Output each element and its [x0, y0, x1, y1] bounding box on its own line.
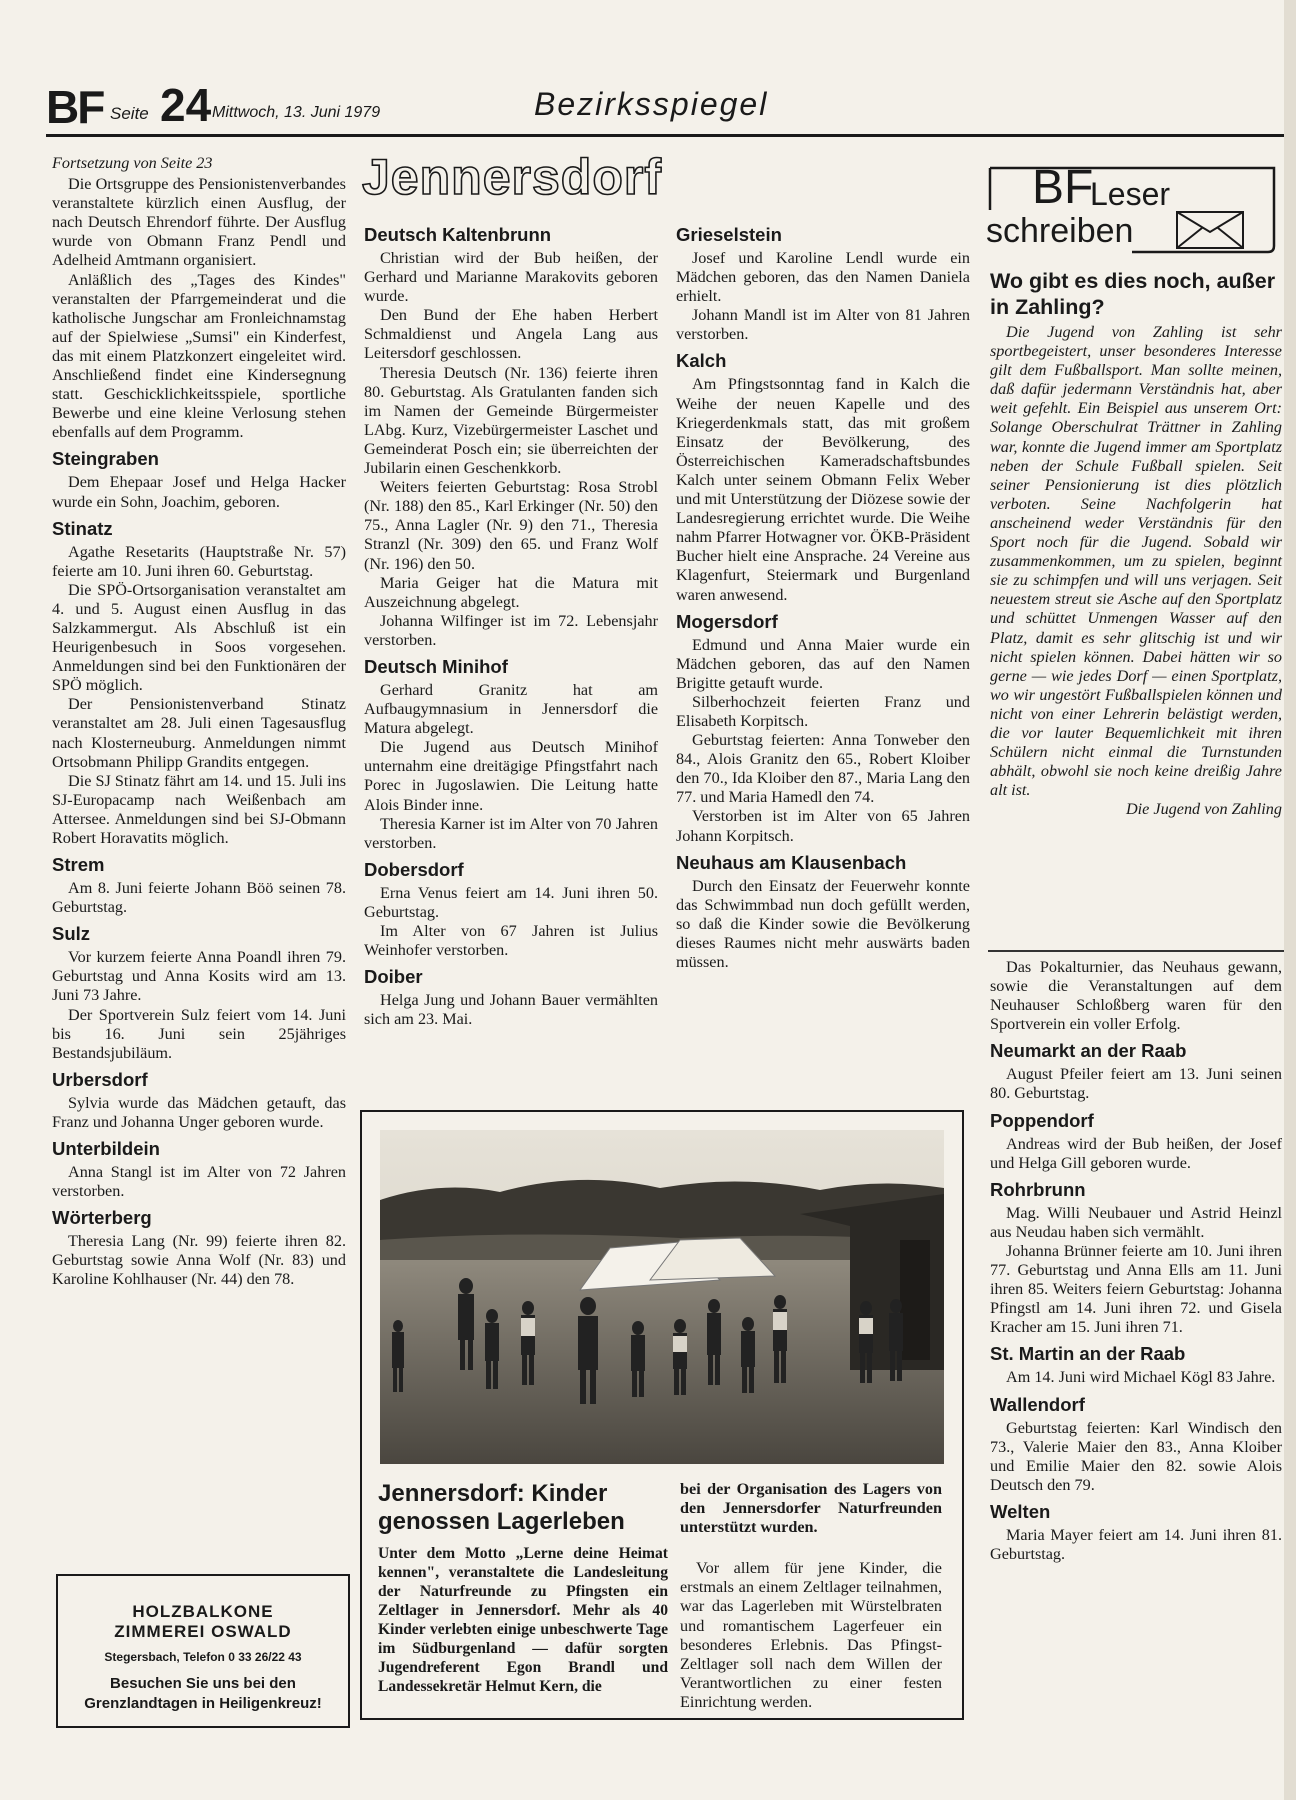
schreiben-text: schreiben — [986, 212, 1134, 250]
column-4 — [990, 268, 1282, 819]
paragraph: Josef und Karoline Lendl wurde ein Mädchen geboren, das den Namen Daniela erhielt. — [676, 249, 970, 306]
paragraph: Geburtstag feierten: Karl Windisch den 73., Valerie Maier den 83., Anna Kloiber und Emilie Maier den 82. sowie Alois Deutsch den 79. — [990, 1418, 1282, 1494]
heading-welten: Welten — [990, 1500, 1051, 1522]
section-title: Bezirksspiegel — [534, 86, 769, 122]
paragraph: Vor kurzem feierte Anna Poandl ihren 79. Geburtstag und Anna Kosits wird am 13. Juni 73 Jahre. — [52, 948, 346, 1005]
photo-headline: Jennersdorf: Kinder genossen Lagerleben — [378, 1480, 625, 1535]
paragraph: Die Ortsgruppe des Pensionistenverbandes veranstaltete kürzlich einen Ausflug, der nach Deutsch Ehrendorf führte. Der Ausflug wurde von Obmann Franz Pendl und Adelheid Amtmann organisiert. — [52, 175, 346, 270]
heading-dobersdorf: Dobersdorf — [364, 858, 464, 880]
heading-urbersdorf: Urbersdorf — [52, 1068, 148, 1090]
heading-woerterberg: Wörterberg — [52, 1207, 152, 1229]
column-2 — [364, 218, 658, 1029]
heading-st-martin: St. Martin an der Raab — [990, 1343, 1186, 1365]
column-divider — [988, 950, 1288, 952]
letter-body: Die Jugend von Zahling ist sehr sportbegeistert, unser besonderes Interesse gilt dem Fußballsport. Man sollte meinen, daß dafür jedermann Verständnis hat, aber weit gefehlt. Ein Beispiel aus unserem Ort: Solange Oberschulrat Trättner in Zahling war, konnte die Jugend immer am Sportplatz neben der Schule Fußball spielen. Seit seiner Pensionierung ist dies plötzlich verboten. Seine Nachfolgerin hat anscheinend weder Verständnis für den Sport noch für die Jugend. Sobald wir zusammenkommen, um zu spielen, beginnt sie zu schimpfen und will uns verjagen. Seit neuestem streut sie Asche auf den Sportplatz und schüttet Unmengen Wasser auf den Platz, damit es sehr glitschig ist und wir nicht spielen können. Dabei hätten wir so gerne — wie jedes Dorf — einen Sportplatz, wo wir ungestört Fußballspielen können und nicht von einer Lehrerin belästigt werden, die vor lauter Bequemlichkeit mit ihren Schülern nicht einmal die Turnstunden abhält, obwohl sie noch keine dreißig Jahre alt ist. — [990, 323, 1282, 800]
paragraph: Den Bund der Ehe haben Herbert Schmaldienst und Angela Lang aus Leitersdorf geschlossen. — [364, 306, 658, 363]
column-1 — [52, 154, 346, 1290]
paragraph: Durch den Einsatz der Feuerwehr konnte das Schwimmbad nun doch gefüllt werden, so daß die Kinder sowie die Bevölkerung dieses Raumes nicht mehr auswärts baden müssen. — [676, 876, 970, 971]
paragraph: Das Pokalturnier, das Neuhaus gewann, sowie die Veranstaltungen auf dem Neuhauser Schloßberg waren für den Sportverein ein voller Erfolg. — [990, 958, 1282, 1034]
camp-photo — [380, 1130, 944, 1464]
ad-line-1: HOLZBALKONE — [132, 1602, 274, 1621]
column-4-lower — [990, 958, 1282, 1564]
leser-schreiben-logo — [982, 156, 1282, 256]
paragraph: Andreas wird der Bub heißen, der Josef und Helga Gill geboren wurde. — [990, 1134, 1282, 1172]
jennersdorf-logo: Jennersdorf — [362, 149, 662, 205]
paragraph: Johann Mandl ist im Alter von 81 Jahren verstorben. — [676, 306, 970, 344]
paragraph: Mag. Willi Neubauer und Astrid Heinzl aus Neudau haben sich vermählt. — [990, 1203, 1282, 1241]
heading-deutsch-minihof: Deutsch Minihof — [364, 655, 508, 677]
paragraph: Gerhard Granitz hat am Aufbaugymnasium in Jennersdorf die Matura abgelegt. — [364, 680, 658, 738]
paragraph: August Pfeiler feiert am 13. Juni seinen 80. Geburtstag. — [990, 1065, 1282, 1103]
paragraph: Dem Ehepaar Josef und Helga Hacker wurde ein Sohn, Joachim, geboren. — [52, 473, 346, 511]
paragraph: Die SPÖ-Ortsorganisation veranstaltet am 4. und 5. August einen Ausflug in das Salzkammergut. Als Abschluß ist ein Heurigenbesuch in Soos vorgesehen. Anmeldungen sind bei den Funktionären der SPÖ möglich. — [52, 580, 346, 695]
heading-steingraben: Steingraben — [52, 448, 159, 470]
paragraph: Anläßlich des „Tages des Kindes" veranstalten der Pfarrgemeinderat und die katholische Jungschar am Fronleichnamstag auf der Spielwiese „Sumsi" ein Kinderfest, das mit einem Platzkonzert eingeleitet wird. Anschließend findet eine Kindersegnung statt. Geschicklichkeitsspiele, sportliche Bewerbe und eine kleine Verlosung stehen ebenfalls auf dem Programm. — [52, 270, 346, 442]
heading-sulz: Sulz — [52, 923, 91, 945]
photo-lead: Unter dem Motto „Lerne deine Heimat kennen", veranstaltete die Landesleitung der Naturfreunde zu Pfingsten ein Zeltlager in Jennersdorf. Mehr als 40 Kinder verlebten einige unbeschwerte Tage im Südburgenland — dafür sorgten Jugendreferent Egon Brandl und Landessekretär Helmut Kern, die — [378, 1545, 668, 1695]
paragraph: Helga Jung und Johann Bauer vermählten sich am 23. Mai. — [364, 991, 658, 1029]
advertisement-box — [56, 1574, 350, 1728]
ad-slogan: Besuchen Sie uns bei den Grenzlandtagen in Heiligenkreuz! — [84, 1675, 322, 1712]
heading-strem: Strem — [52, 854, 105, 876]
heading-rohrbrunn: Rohrbrunn — [990, 1178, 1086, 1200]
page-label: Seite — [110, 104, 149, 123]
paragraph: Maria Geiger hat die Matura mit Auszeichnung abgelegt. — [364, 573, 658, 611]
scan-margin — [1284, 0, 1296, 1800]
leser-text: Leser — [1090, 176, 1171, 212]
heading-grieselstein: Grieselstein — [676, 224, 782, 245]
paragraph: Die Jugend aus Deutsch Minihof unternahm eine dreitägige Pfingstfahrt nach Porec in Jugoslawien. Die Leitung hatte Alois Binder inne. — [364, 738, 658, 814]
paragraph: Sylvia wurde das Mädchen getauft, das Franz und Johanna Unger geboren wurde. — [52, 1093, 346, 1131]
ad-contact: Stegersbach, Telefon 0 33 26/22 43 — [104, 1650, 302, 1664]
paragraph: Die SJ Stinatz fährt am 14. und 15. Juli ins SJ-Europacamp nach Weißenbach am Attersee. Anmeldungen sind bei SJ-Obmann Robert Horavatits möglich. — [52, 771, 346, 847]
paragraph: Johanna Brünner feierte am 10. Juni ihren 77. Geburtstag und Anna Ells am 11. Juni ihren 85. Weiters feiern Geburtstag: Johanna Pfingstl am 14. Juni ihren 72. und Gisela Kracher am 15. Juni ihren 71. — [990, 1241, 1282, 1337]
paragraph: Erna Venus feiert am 14. Juni ihren 50. Geburtstag. — [364, 883, 658, 921]
paragraph: Johanna Wilfinger ist im 72. Lebensjahr verstorben. — [364, 611, 658, 649]
paragraph: Theresia Deutsch (Nr. 136) feierte ihren 80. Geburtstag. Als Gratulanten fanden sich im Namen der Gemeinde Bürgermeister LAbg. Kurz, Vizebürgermeister Laschet und Gemeinderat Posch ein; sie überreichten der Jubilarin einen Geschenkkorb. — [364, 363, 658, 478]
masthead-logo: BF — [46, 81, 104, 133]
heading-unterbildein: Unterbildein — [52, 1138, 160, 1160]
heading-neumarkt: Neumarkt an der Raab — [990, 1040, 1187, 1062]
heading-neuhaus: Neuhaus am Klausenbach — [676, 851, 907, 873]
paragraph: Agathe Resetarits (Hauptstraße Nr. 57) feierte am 10. Juni ihren 60. Geburtstag. — [52, 542, 346, 580]
photo-text-right — [680, 1480, 942, 1712]
heading-kalch: Kalch — [676, 350, 727, 372]
continuation-note: Fortsetzung von Seite 23 — [52, 154, 213, 172]
heading-poppendorf: Poppendorf — [990, 1109, 1094, 1131]
ad-line-2: ZIMMEREI OSWALD — [114, 1622, 292, 1641]
issue-date: Mittwoch, 13. Juni 1979 — [212, 104, 381, 121]
paragraph: Anna Stangl ist im Alter von 72 Jahren verstorben. — [52, 1163, 346, 1201]
photo-lead-continued: bei der Organisation des Lagers von den Jennersdorfer Naturfreunden unterstützt wurden. — [680, 1480, 942, 1537]
letter-headline: Wo gibt es dies noch, außer in Zahling? — [990, 269, 1276, 319]
header-rule — [46, 134, 1286, 137]
paragraph: Weiters feierten Geburtstag: Rosa Strobl (Nr. 188) den 85., Karl Erkinger (Nr. 50) den 75., Anna Lagler (Nr. 9) den 71., Theresia Stranzl (Nr. 309) den 65. und Franz Wolf (Nr. 196) den 50. — [364, 478, 658, 573]
heading-wallendorf: Wallendorf — [990, 1393, 1085, 1415]
letter-signature: Die Jugend von Zahling — [1125, 800, 1282, 819]
heading-deutsch-kaltenbrunn: Deutsch Kaltenbrunn — [364, 224, 552, 245]
paragraph: Der Sportverein Sulz feiert vom 14. Juni bis 16. Juni sein 25jähriges Bestandsjubiläum. — [52, 1005, 346, 1062]
paragraph: Am Pfingstsonntag fand in Kalch die Weihe der neuen Kapelle und des Kriegerdenkmals statt, das mit großem Einsatz der Bevölkerung, des Österreichischen Kameradschaftsbundes Kalch unter seinem Obmann Felix Weber und mit Unterstützung der Diözese sowie der Landesregierung errichtet wurde. Die Weihe nahm Pfarrer Hotwagner vor. ÖKB-Präsident Bucher hielt eine Ansprache. 24 Vereine aus Klagenfurt, Steiermark und Burgenland waren anwesend. — [676, 375, 970, 604]
page-number: 24 — [160, 79, 212, 131]
paragraph: Am 8. Juni feierte Johann Böö seinen 78. Geburtstag. — [52, 879, 346, 917]
heading-stinatz: Stinatz — [52, 517, 113, 539]
paragraph: Am 14. Juni wird Michael Kögl 83 Jahre. — [1006, 1368, 1276, 1387]
paragraph: Christian wird der Bub heißen, der Gerhard und Marianne Marakovits geboren wurde. — [364, 249, 658, 306]
leser-bf-text: BF — [1032, 161, 1094, 214]
paragraph: Verstorben ist im Alter von 65 Jahren Johann Korpitsch. — [676, 807, 970, 845]
paragraph: Silberhochzeit feierten Franz und Elisabeth Korpitsch. — [676, 692, 970, 730]
paragraph: Edmund und Anna Maier wurde ein Mädchen geboren, das auf den Namen Brigitte getauft wurde. — [676, 635, 970, 692]
heading-doiber: Doiber — [364, 966, 423, 988]
paragraph: Theresia Karner ist im Alter von 70 Jahren verstorben. — [364, 814, 658, 852]
column-3 — [676, 218, 970, 972]
paragraph: Im Alter von 67 Jahren ist Julius Weinhofer verstorben. — [364, 922, 658, 960]
paragraph: Der Pensionistenverband Stinatz veranstaltet am 28. Juli einen Tagesausflug nach Klosterneuburg. Anmeldungen nimmt Ortsobmann Philipp Grandits entgegen. — [52, 695, 346, 771]
paragraph: Theresia Lang (Nr. 99) feierte ihren 82. Geburtstag sowie Anna Wolf (Nr. 83) und Karoline Kohlhauser (Nr. 44) den 78. — [52, 1232, 346, 1289]
paragraph: Geburtstag feierten: Anna Tonweber den 84., Alois Granitz den 65., Robert Kloiber den 70., Ida Kloiber den 87., Maria Lang den 77. und Maria Hamedl den 74. — [676, 731, 970, 807]
paragraph: Maria Mayer feiert am 14. Juni ihren 81. Geburtstag. — [990, 1525, 1282, 1563]
photo-body: Vor allem für jene Kinder, die erstmals an einem Zeltlager teilnahmen, war das Lagerleben mit Würstelbraten und romantischem Lagerfeuer ein besonderes Erlebnis. Das Pfingst-Zeltlager soll nach dem Willen der Verantwortlichen zu einer festen Einrichtung werden. — [680, 1559, 942, 1711]
heading-mogersdorf: Mogersdorf — [676, 610, 778, 632]
